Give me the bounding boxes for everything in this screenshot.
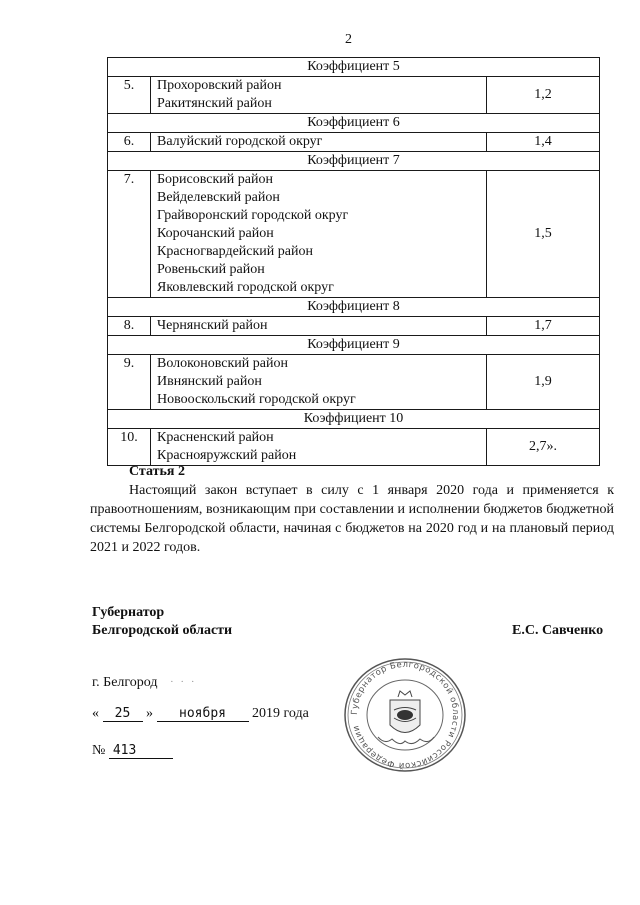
group-header-row bbox=[108, 114, 600, 133]
coefficient-header: Коэффициент 10 bbox=[108, 410, 600, 429]
table-row bbox=[108, 429, 600, 466]
table-row bbox=[108, 77, 600, 114]
coefficient-value: 1,2 bbox=[487, 77, 600, 114]
coefficient-value: 1,7 bbox=[487, 317, 600, 336]
coefficient-header: Коэффициент 6 bbox=[108, 114, 600, 133]
coefficient-value: 1,4 bbox=[487, 133, 600, 152]
coefficient-header: Коэффициент 8 bbox=[108, 298, 600, 317]
district-name: Ракитянский район bbox=[157, 96, 272, 111]
table-row bbox=[108, 355, 600, 410]
date-year: 2019 года bbox=[252, 706, 309, 721]
table-row bbox=[108, 171, 600, 298]
district-name: Чернянский район bbox=[157, 318, 268, 333]
row-number: 5. bbox=[108, 77, 151, 114]
district-name: Краснояружский район bbox=[157, 448, 297, 463]
place-of-signing: г. Белгород bbox=[92, 675, 158, 690]
district-name: Красногвардейский район bbox=[157, 244, 313, 259]
group-header-row bbox=[108, 152, 600, 171]
date-month: ноября bbox=[157, 706, 249, 722]
coefficient-header: Коэффициент 7 bbox=[108, 152, 600, 171]
law-number bbox=[92, 743, 173, 759]
row-number: 6. bbox=[108, 133, 151, 152]
row-number: 9. bbox=[108, 355, 151, 410]
district-names bbox=[151, 77, 487, 114]
number-value: 413 bbox=[109, 743, 173, 759]
district-name: Валуйский городской округ bbox=[157, 134, 323, 149]
coefficient-value: 1,5 bbox=[487, 171, 600, 298]
district-names bbox=[151, 355, 487, 410]
district-name: Грайворонский городской округ bbox=[157, 208, 349, 223]
district-names bbox=[151, 317, 487, 336]
district-name: Вейделевский район bbox=[157, 190, 280, 205]
district-name: Волоконовский район bbox=[157, 356, 288, 371]
district-name: Корочанский район bbox=[157, 226, 274, 241]
coefficient-value: 2,7». bbox=[487, 429, 600, 466]
signing-date bbox=[92, 706, 309, 722]
coefficient-table bbox=[107, 57, 600, 466]
district-name: Ивнянский район bbox=[157, 374, 262, 389]
article-text: Настоящий закон вступает в силу с 1 января 2020 года и применяется к правоотношениям, возникающим при составлении и исполнении бюджетов бюджетной системы Белгородской области, начиная с бюджетов на 2020 год и на плановый период 2021 и 2022 годов. bbox=[90, 483, 614, 555]
article-title: Статья 2 bbox=[129, 464, 185, 479]
row-number: 10. bbox=[108, 429, 151, 466]
seal-stamp-icon bbox=[340, 655, 470, 775]
signer-title-line-2: Белгородской области bbox=[92, 623, 233, 638]
official-seal bbox=[340, 655, 470, 775]
coefficient-value: 1,9 bbox=[487, 355, 600, 410]
group-header-row bbox=[108, 336, 600, 355]
district-name: Ровеньский район bbox=[157, 262, 265, 277]
signer-title-line-1: Губернатор bbox=[92, 605, 165, 620]
table-row bbox=[108, 317, 600, 336]
row-number: 7. bbox=[108, 171, 151, 298]
group-header-row bbox=[108, 410, 600, 429]
scan-speckles: · · · bbox=[170, 676, 197, 688]
table-row bbox=[108, 133, 600, 152]
group-header-row bbox=[108, 58, 600, 77]
date-day: 25 bbox=[103, 706, 143, 722]
date-open-quote: « bbox=[92, 706, 99, 721]
number-sign: № bbox=[92, 743, 106, 758]
row-number: 8. bbox=[108, 317, 151, 336]
district-name: Новооскольский городской округ bbox=[157, 392, 356, 407]
district-name: Прохоровский район bbox=[157, 78, 282, 93]
district-names bbox=[151, 171, 487, 298]
date-close-quote: » bbox=[146, 706, 153, 721]
coefficient-header: Коэффициент 5 bbox=[108, 58, 600, 77]
group-header-row bbox=[108, 298, 600, 317]
district-name: Красненский район bbox=[157, 430, 274, 445]
district-name: Борисовский район bbox=[157, 172, 273, 187]
coefficient-header: Коэффициент 9 bbox=[108, 336, 600, 355]
district-names bbox=[151, 429, 487, 466]
district-names bbox=[151, 133, 487, 152]
page-number: 2 bbox=[345, 32, 352, 47]
seal-ring-text: Губернатор Белгородской области Российской Федерации bbox=[349, 659, 461, 771]
signer-name: Е.С. Савченко bbox=[512, 623, 604, 638]
district-name: Яковлевский городской округ bbox=[157, 280, 334, 295]
